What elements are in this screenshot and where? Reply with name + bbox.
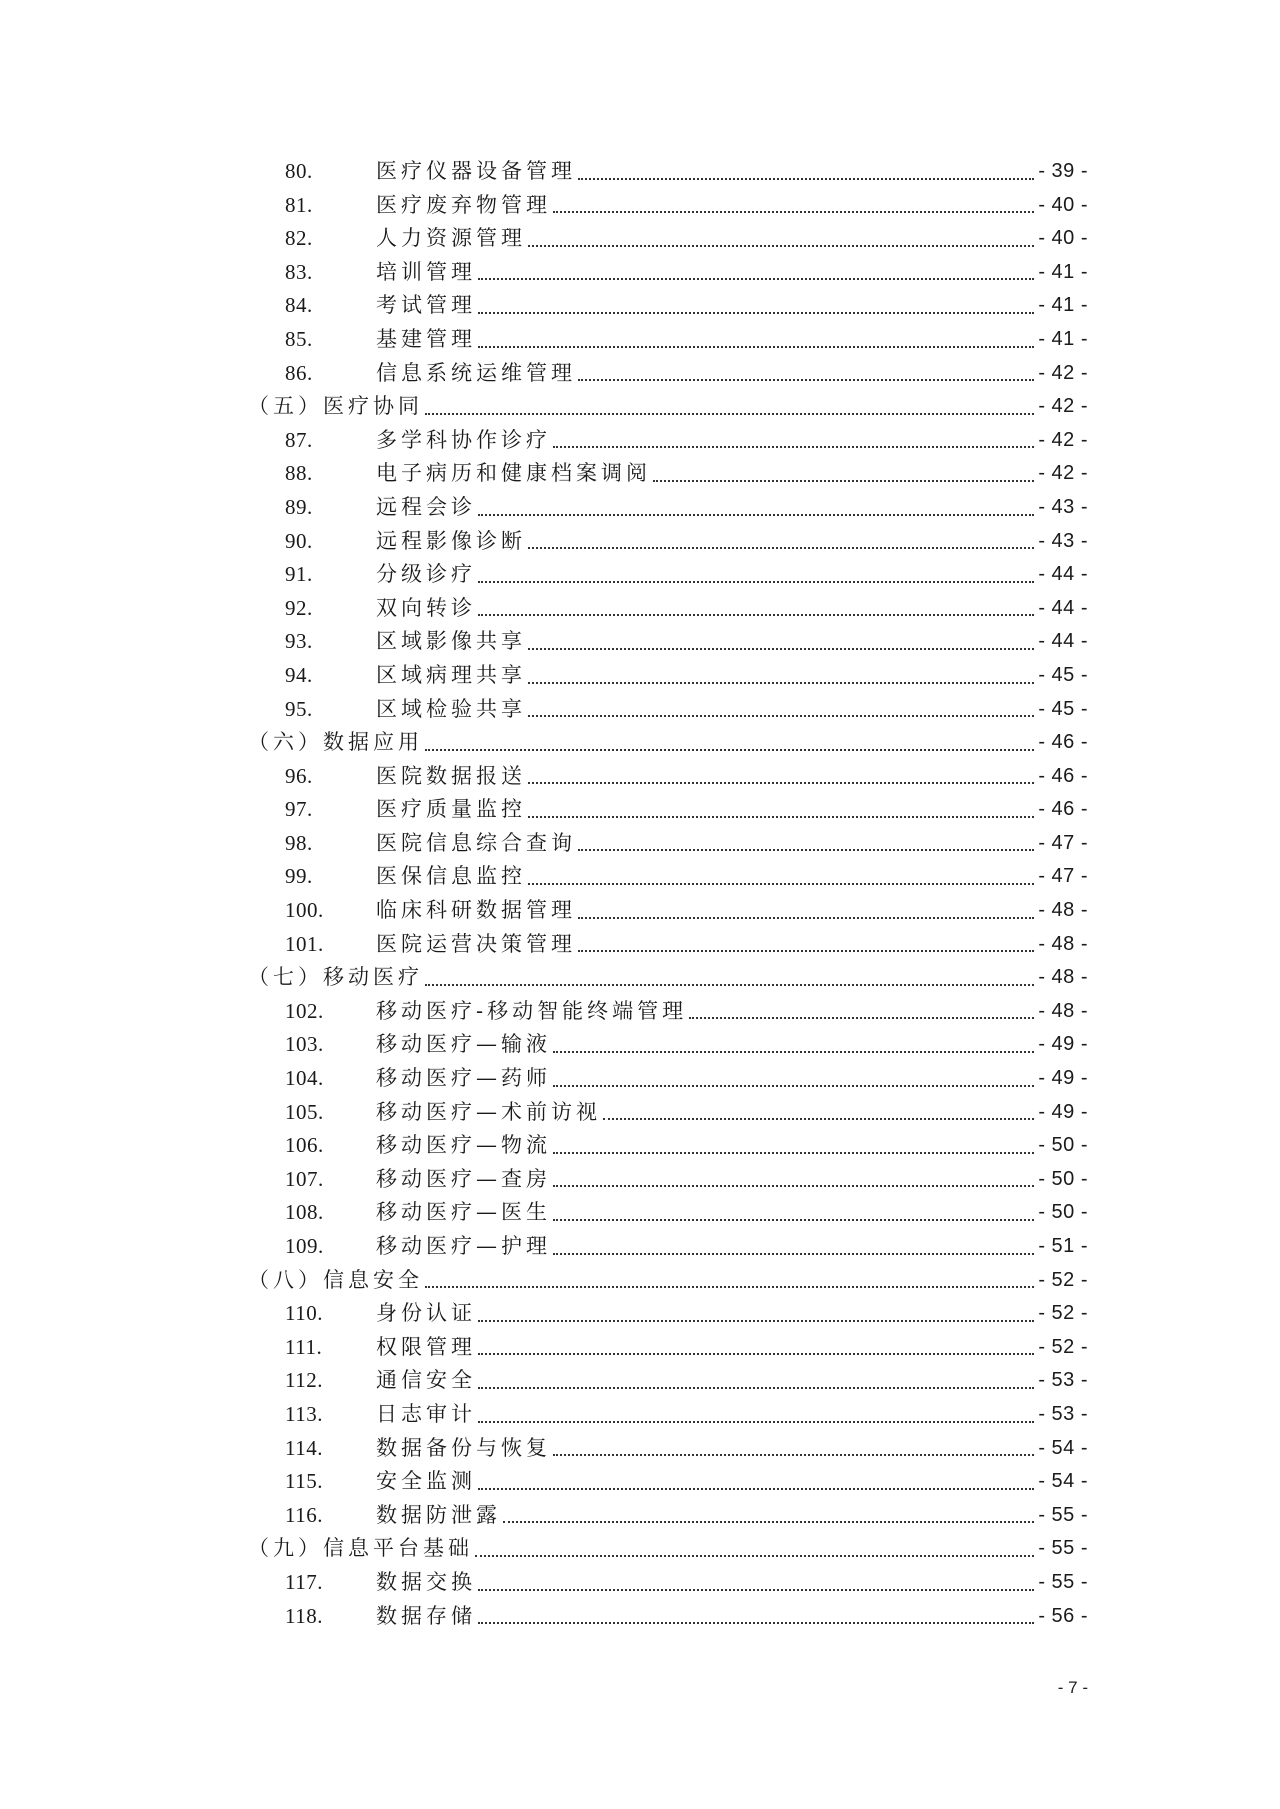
toc-page-number: - 40 -	[1038, 193, 1088, 216]
toc-dot-leader	[553, 1050, 1034, 1053]
toc-item-number: 114.	[285, 1435, 323, 1460]
toc-page-number: - 44 -	[1038, 563, 1088, 586]
toc-item-title: 远程会诊	[376, 494, 476, 519]
toc-dot-leader	[553, 210, 1034, 213]
toc-item-title: 数据备份与恢复	[376, 1435, 551, 1460]
toc-item-number: 104.	[285, 1066, 324, 1091]
toc-dot-leader	[478, 580, 1034, 583]
toc-item-row[interactable]	[248, 625, 1088, 659]
toc-dot-leader	[478, 277, 1034, 280]
toc-page-number: - 54 -	[1038, 1436, 1088, 1459]
toc-dot-leader	[425, 748, 1034, 751]
toc-item-number: 95.	[285, 696, 313, 721]
toc-dot-leader	[653, 479, 1034, 482]
toc-item-number: 99.	[285, 864, 313, 889]
toc-item-row[interactable]	[248, 693, 1088, 727]
toc-item-number: 108.	[285, 1200, 324, 1225]
toc-item-row[interactable]	[248, 289, 1088, 323]
toc-item-row[interactable]	[248, 894, 1088, 928]
toc-page-number: - 46 -	[1038, 798, 1088, 821]
toc-page-number: - 45 -	[1038, 697, 1088, 720]
toc-item-row[interactable]	[248, 827, 1088, 861]
toc-page-number: - 55 -	[1038, 1570, 1088, 1593]
table-of-contents	[248, 155, 1088, 1633]
toc-dot-leader	[478, 1420, 1034, 1423]
toc-item-row[interactable]	[248, 323, 1088, 357]
toc-item-row[interactable]	[248, 1331, 1088, 1365]
toc-item-row[interactable]	[248, 659, 1088, 693]
toc-page-number: - 54 -	[1038, 1470, 1088, 1493]
toc-page-number: - 41 -	[1038, 327, 1088, 350]
toc-page-number: - 44 -	[1038, 596, 1088, 619]
toc-section-title: （七）移动医疗	[248, 965, 423, 990]
toc-page-number: - 47 -	[1038, 865, 1088, 888]
toc-dot-leader	[528, 815, 1034, 818]
toc-dot-leader	[478, 1352, 1034, 1355]
toc-item-number: 105.	[285, 1099, 324, 1124]
toc-dot-leader	[478, 1621, 1034, 1624]
toc-item-title: 移动医疗—输液	[376, 1032, 551, 1057]
toc-item-title: 移动医疗—查房	[376, 1166, 551, 1191]
toc-item-row[interactable]	[248, 928, 1088, 962]
toc-dot-leader	[578, 848, 1034, 851]
toc-item-number: 109.	[285, 1234, 324, 1258]
toc-dot-leader	[553, 1084, 1034, 1087]
toc-page-number: - 43 -	[1038, 495, 1088, 518]
toc-item-row[interactable]	[248, 1096, 1088, 1130]
toc-page-number: - 47 -	[1038, 831, 1088, 854]
toc-item-row[interactable]	[248, 995, 1088, 1029]
toc-page-number: - 42 -	[1038, 361, 1088, 384]
toc-item-number: 101.	[285, 931, 324, 956]
toc-item-number: 85.	[285, 326, 313, 351]
toc-item-title: 身份认证	[376, 1301, 476, 1326]
toc-dot-leader	[478, 345, 1034, 348]
toc-item-title: 数据存储	[376, 1603, 476, 1628]
toc-page-number: - 43 -	[1038, 529, 1088, 552]
toc-item-row[interactable]	[248, 189, 1088, 223]
toc-dot-leader	[528, 882, 1034, 885]
toc-page-number: - 48 -	[1038, 999, 1088, 1022]
toc-item-number: 106.	[285, 1133, 324, 1158]
toc-page-number: - 50 -	[1038, 1167, 1088, 1190]
toc-item-row[interactable]	[248, 1398, 1088, 1432]
toc-item-title: 区域病理共享	[376, 662, 526, 687]
toc-page-number: - 45 -	[1038, 663, 1088, 686]
toc-dot-leader	[528, 714, 1034, 717]
toc-page-number: - 49 -	[1038, 1033, 1088, 1056]
toc-item-number: 86.	[285, 360, 313, 385]
toc-item-number: 112.	[285, 1368, 323, 1393]
toc-item-title: 移动医疗—护理	[376, 1234, 551, 1258]
toc-section-title: （五）医疗协同	[248, 394, 423, 419]
toc-item-title: 多学科协作诊疗	[376, 427, 551, 452]
toc-item-title: 权限管理	[376, 1334, 476, 1359]
toc-item-number: 118.	[285, 1603, 323, 1628]
toc-dot-leader	[689, 1016, 1034, 1019]
toc-item-title: 数据交换	[376, 1569, 476, 1594]
toc-page-number: - 48 -	[1038, 932, 1088, 955]
toc-item-number: 84.	[285, 293, 313, 318]
toc-item-number: 110.	[285, 1301, 323, 1326]
toc-item-row[interactable]	[248, 357, 1088, 391]
toc-item-number: 111.	[285, 1334, 323, 1359]
toc-item-title: 医院运营决策管理	[376, 931, 576, 956]
toc-dot-leader	[528, 546, 1034, 549]
toc-item-row[interactable]	[248, 155, 1088, 189]
toc-item-title: 医疗仪器设备管理	[376, 159, 576, 183]
toc-item-row[interactable]	[248, 457, 1088, 491]
toc-item-row[interactable]	[248, 1364, 1088, 1398]
toc-section-row[interactable]	[248, 390, 1088, 424]
toc-page-number: - 50 -	[1038, 1201, 1088, 1224]
toc-dot-leader	[425, 412, 1034, 415]
toc-item-title: 安全监测	[376, 1469, 476, 1494]
toc-section-title: （九）信息平台基础	[248, 1536, 473, 1561]
toc-item-number: 115.	[285, 1469, 323, 1494]
toc-dot-leader	[578, 916, 1034, 919]
toc-item-number: 93.	[285, 629, 313, 654]
toc-item-row[interactable]	[248, 860, 1088, 894]
toc-item-number: 117.	[285, 1569, 323, 1594]
toc-item-number: 98.	[285, 830, 313, 855]
toc-item-number: 92.	[285, 595, 313, 620]
toc-item-row[interactable]	[248, 1196, 1088, 1230]
toc-dot-leader	[478, 513, 1034, 516]
toc-item-row[interactable]	[248, 1432, 1088, 1466]
toc-item-number: 83.	[285, 259, 313, 284]
toc-item-title: 日志审计	[376, 1401, 476, 1426]
toc-item-row[interactable]	[248, 1465, 1088, 1499]
toc-dot-leader	[528, 647, 1034, 650]
toc-item-row[interactable]	[248, 1297, 1088, 1331]
toc-dot-leader	[553, 445, 1034, 448]
toc-section-row[interactable]	[248, 1532, 1088, 1566]
toc-page-number: - 48 -	[1038, 899, 1088, 922]
toc-item-number: 80.	[285, 159, 313, 183]
toc-item-title: 基建管理	[376, 326, 476, 351]
toc-item-title: 医疗质量监控	[376, 797, 526, 822]
toc-item-title: 分级诊疗	[376, 562, 476, 587]
toc-page-number: - 44 -	[1038, 630, 1088, 653]
toc-item-number: 87.	[285, 427, 313, 452]
toc-item-number: 103.	[285, 1032, 324, 1057]
toc-item-title: 移动医疗—医生	[376, 1200, 551, 1225]
toc-section-row[interactable]	[248, 726, 1088, 760]
toc-page-number: - 41 -	[1038, 294, 1088, 317]
toc-dot-leader	[553, 1184, 1034, 1187]
toc-item-number: 113.	[285, 1401, 323, 1426]
toc-item-row[interactable]	[248, 1028, 1088, 1062]
toc-item-number: 107.	[285, 1166, 324, 1191]
toc-item-number: 97.	[285, 797, 313, 822]
toc-page-number: - 52 -	[1038, 1335, 1088, 1358]
toc-dot-leader	[553, 1151, 1034, 1154]
toc-page-number: - 55 -	[1038, 1503, 1088, 1526]
toc-dot-leader	[578, 177, 1034, 180]
toc-page-number: - 50 -	[1038, 1134, 1088, 1157]
toc-page-number: - 55 -	[1038, 1537, 1088, 1560]
toc-item-row[interactable]	[248, 558, 1088, 592]
toc-item-row[interactable]	[248, 1163, 1088, 1197]
toc-page-number: - 41 -	[1038, 260, 1088, 283]
toc-page-number: - 53 -	[1038, 1402, 1088, 1425]
toc-item-title: 移动医疗—术前访视	[376, 1099, 601, 1124]
toc-item-number: 100.	[285, 898, 324, 923]
toc-item-title: 医院数据报送	[376, 763, 526, 788]
toc-page-number: - 51 -	[1038, 1235, 1088, 1257]
toc-item-title: 移动医疗—物流	[376, 1133, 551, 1158]
toc-item-row[interactable]	[248, 222, 1088, 256]
toc-item-title: 临床科研数据管理	[376, 898, 576, 923]
toc-dot-leader	[478, 1487, 1034, 1490]
toc-page-number: - 53 -	[1038, 1369, 1088, 1392]
toc-item-number: 82.	[285, 226, 313, 251]
toc-dot-leader	[553, 1453, 1034, 1456]
toc-dot-leader	[503, 1520, 1034, 1523]
toc-item-row[interactable]	[248, 1600, 1088, 1634]
toc-item-title: 双向转诊	[376, 595, 476, 620]
toc-item-row[interactable]	[248, 1062, 1088, 1096]
toc-page-number: - 46 -	[1038, 731, 1088, 754]
toc-item-row[interactable]	[248, 1129, 1088, 1163]
toc-page-number: - 46 -	[1038, 764, 1088, 787]
footer-page-number: - 7 -	[1057, 1678, 1088, 1697]
toc-page-number: - 48 -	[1038, 966, 1088, 989]
toc-dot-leader	[603, 1117, 1034, 1120]
toc-item-title: 考试管理	[376, 293, 476, 318]
toc-item-title: 医院信息综合查询	[376, 830, 576, 855]
toc-page-number: - 42 -	[1038, 395, 1088, 418]
toc-page-number: - 56 -	[1038, 1604, 1088, 1627]
toc-dot-leader	[528, 781, 1034, 784]
toc-item-title: 电子病历和健康档案调阅	[376, 461, 651, 486]
toc-page-number: - 40 -	[1038, 227, 1088, 250]
toc-item-row[interactable]	[248, 793, 1088, 827]
toc-item-title: 区域影像共享	[376, 629, 526, 654]
toc-item-title: 医保信息监控	[376, 864, 526, 889]
toc-section-row[interactable]	[248, 961, 1088, 995]
toc-section-title: （八）信息安全	[248, 1267, 423, 1292]
toc-page-number: - 52 -	[1038, 1302, 1088, 1325]
toc-item-number: 89.	[285, 494, 313, 519]
toc-dot-leader	[425, 983, 1034, 986]
toc-page-number: - 42 -	[1038, 462, 1088, 485]
toc-dot-leader	[425, 1285, 1034, 1288]
toc-dot-leader	[578, 378, 1034, 381]
toc-dot-leader	[478, 1588, 1034, 1591]
toc-item-row[interactable]	[248, 424, 1088, 458]
toc-item-title: 区域检验共享	[376, 696, 526, 721]
toc-section-row[interactable]	[248, 1264, 1088, 1298]
toc-item-number: 88.	[285, 461, 313, 486]
toc-item-number: 91.	[285, 562, 313, 587]
toc-dot-leader	[475, 1554, 1034, 1557]
toc-dot-leader	[553, 1218, 1034, 1221]
toc-dot-leader	[478, 1386, 1034, 1389]
toc-dot-leader	[528, 244, 1034, 247]
toc-dot-leader	[478, 311, 1034, 314]
toc-page-number: - 49 -	[1038, 1100, 1088, 1123]
toc-item-number: 96.	[285, 763, 313, 788]
toc-item-title: 医疗废弃物管理	[376, 192, 551, 217]
toc-dot-leader	[553, 1252, 1034, 1255]
toc-item-row[interactable]	[248, 760, 1088, 794]
toc-dot-leader	[578, 949, 1034, 952]
toc-item-number: 81.	[285, 192, 313, 217]
toc-item-row[interactable]	[248, 1566, 1088, 1600]
toc-page-number: - 39 -	[1038, 160, 1088, 182]
toc-item-title: 移动医疗-移动智能终端管理	[376, 998, 688, 1023]
toc-item-title: 远程影像诊断	[376, 528, 526, 553]
toc-item-number: 94.	[285, 662, 313, 687]
toc-item-row[interactable]	[248, 592, 1088, 626]
toc-item-title: 移动医疗—药师	[376, 1066, 551, 1091]
toc-page-number: - 52 -	[1038, 1268, 1088, 1291]
toc-item-title: 通信安全	[376, 1368, 476, 1393]
toc-dot-leader	[528, 681, 1034, 684]
toc-item-title: 数据防泄露	[376, 1502, 501, 1527]
toc-item-row[interactable]	[248, 491, 1088, 525]
toc-item-number: 102.	[285, 998, 324, 1023]
toc-item-row[interactable]	[248, 256, 1088, 290]
toc-section-title: （六）数据应用	[248, 730, 423, 755]
toc-item-row[interactable]	[248, 1499, 1088, 1533]
toc-dot-leader	[478, 1319, 1034, 1322]
toc-item-number: 116.	[285, 1502, 323, 1527]
toc-page-number: - 42 -	[1038, 428, 1088, 451]
toc-dot-leader	[478, 613, 1034, 616]
toc-item-number: 90.	[285, 528, 313, 553]
toc-item-title: 培训管理	[376, 259, 476, 284]
toc-item-row[interactable]	[248, 1230, 1088, 1264]
toc-page-number: - 49 -	[1038, 1067, 1088, 1090]
toc-item-row[interactable]	[248, 525, 1088, 559]
toc-item-title: 信息系统运维管理	[376, 360, 576, 385]
toc-item-title: 人力资源管理	[376, 226, 526, 251]
